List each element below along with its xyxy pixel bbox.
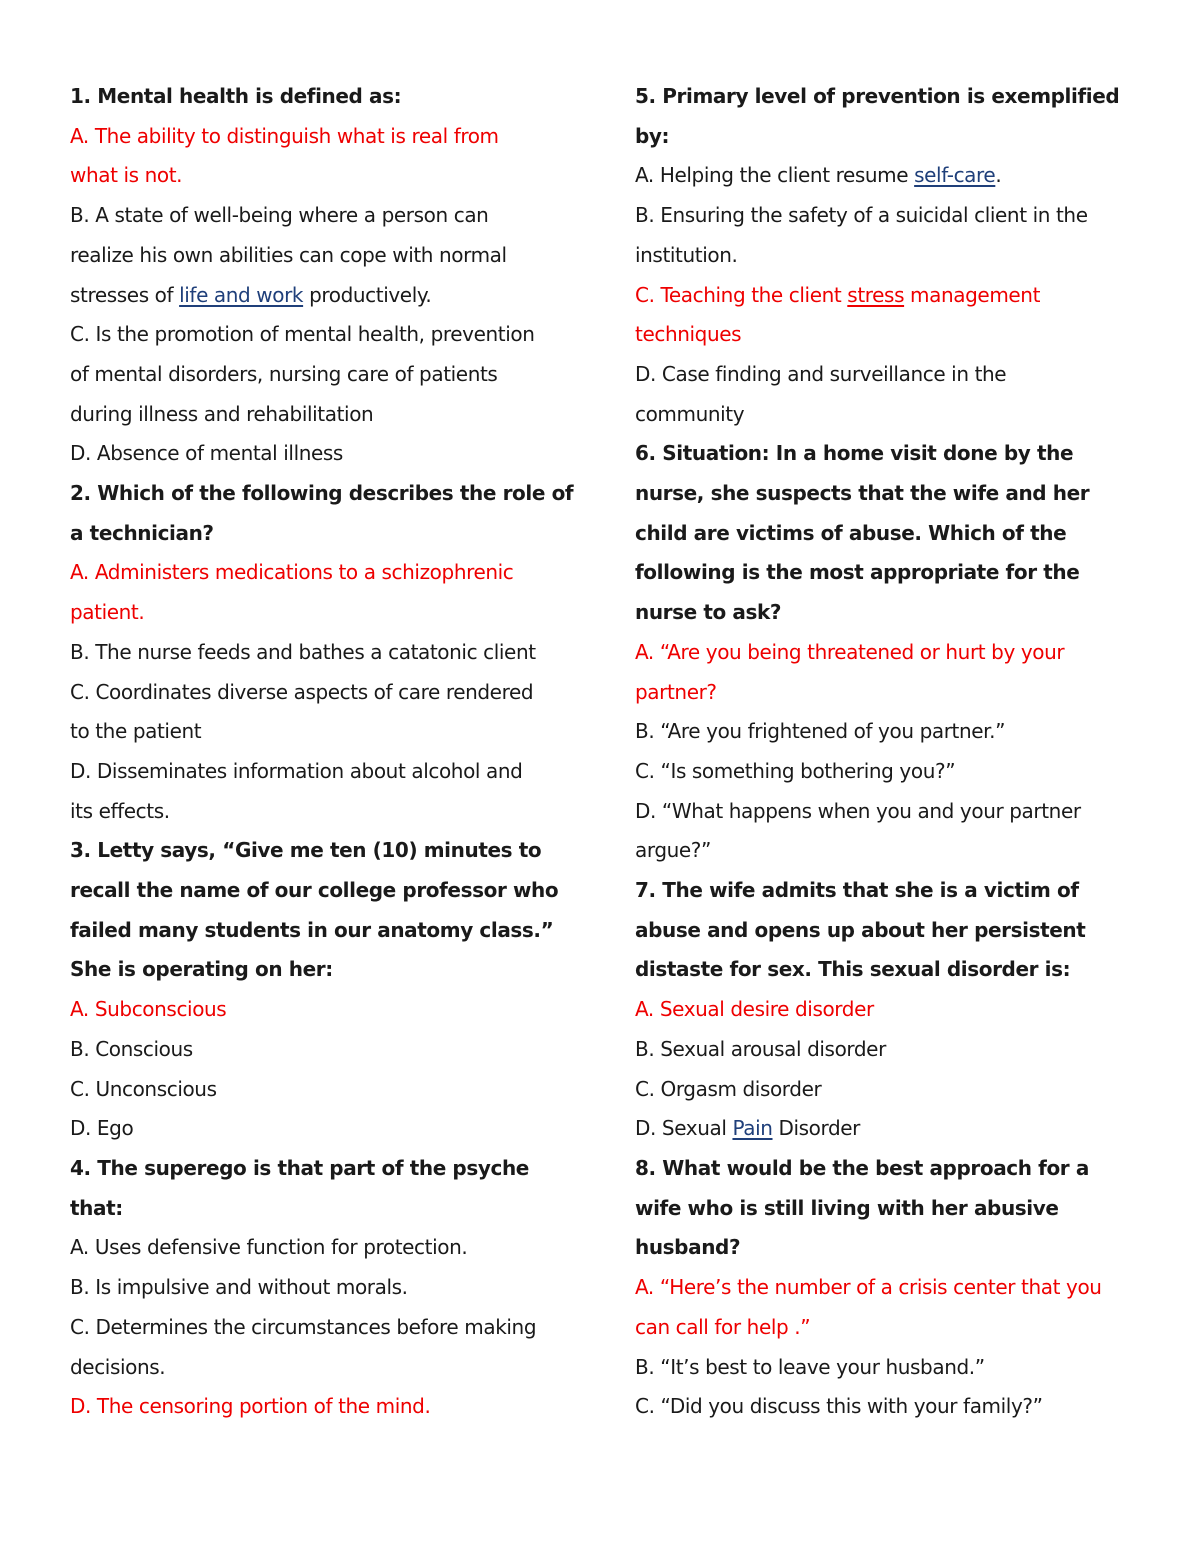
q3-option-a: A. Subconscious: [70, 997, 227, 1022]
life-and-work-link[interactable]: life and work: [179, 282, 304, 307]
q5-option-c-line: [635, 276, 1125, 316]
q6-option-d: [635, 792, 1125, 871]
q4-option-c: [70, 1308, 570, 1387]
question-7-text: distaste for sex. This sexual disorder is:: [635, 957, 1071, 982]
q5-option-a-text: .: [995, 163, 1002, 188]
question-3-text: She is operating on her:: [70, 957, 333, 982]
question-5: [635, 77, 1125, 434]
question-4: [70, 1149, 570, 1427]
question-2: [70, 474, 574, 831]
q5-option-b-line: B. Ensuring the safety of a suicidal client in the: [635, 203, 1088, 228]
question-8-text: wife who is still living with her abusive: [635, 1195, 1059, 1220]
question-8-text: husband?: [635, 1235, 741, 1260]
question-8: [635, 1149, 1125, 1427]
question-8-text: 8. What would be the best approach for a: [635, 1155, 1089, 1180]
q6-option-a-line: partner?: [635, 679, 717, 704]
question-6-text: nurse to ask?: [635, 600, 782, 625]
q5-option-a-text: A. Helping the client resume: [635, 163, 915, 188]
q2-option-a-line: A. Administers medications to a schizophrenic: [70, 560, 514, 585]
q1-option-c-line: of mental disorders, nursing care of patients: [70, 361, 498, 386]
question-3: [70, 831, 570, 1149]
q5-option-b: [635, 196, 1125, 275]
q2-option-b: B. The nurse feeds and bathes a catatonic client: [70, 639, 536, 664]
q1-option-a: [70, 117, 570, 196]
q1-option-b-text: stresses of: [70, 282, 180, 307]
q1-option-a-line: A. The ability to distinguish what is real from: [70, 123, 499, 148]
q1-option-a-line: what is not.: [70, 163, 183, 188]
q1-option-c-line: during illness and rehabilitation: [70, 401, 374, 426]
q2-option-a: [70, 553, 570, 632]
q4-option-c-line: C. Determines the circumstances before making: [70, 1314, 537, 1339]
q5-option-d-line: D. Case finding and surveillance in the: [635, 361, 1007, 386]
q1-option-b-line: B. A state of well-being where a person can: [70, 203, 489, 228]
q5-option-c-text: management: [904, 282, 1041, 307]
q1-option-b-line: [70, 276, 570, 316]
q2-option-d: [70, 752, 570, 831]
q4-option-a: A. Uses defensive function for protection.: [70, 1235, 468, 1260]
q2-option-c-line: C. Coordinates diverse aspects of care rendered: [70, 679, 534, 704]
question-5-text: 5. Primary level of prevention is exemplified: [635, 84, 1120, 108]
q7-option-d: [635, 1109, 1125, 1149]
q1-option-d: [70, 434, 570, 474]
question-4-text: 4. The superego is that part of the psyche: [70, 1155, 529, 1180]
question-6-text: nurse, she suspects that the wife and her: [635, 481, 1090, 506]
q2-option-c-line: to the patient: [70, 719, 202, 744]
q8-option-a-line: can call for help .”: [635, 1314, 811, 1339]
question-3-text: 3. Letty says, “Give me ten (10) minutes to: [70, 838, 542, 863]
q2-option-a-line: patient.: [70, 600, 145, 625]
q1-option-c: [70, 315, 570, 434]
question-1-text: 1. Mental health is defined as:: [70, 84, 402, 108]
q6-option-c: C. “Is something bothering you?”: [635, 758, 956, 783]
question-3-text: recall the name of our college professor who: [70, 878, 559, 903]
q2-option-d-line: its effects.: [70, 798, 170, 823]
q7-option-a: A. Sexual desire disorder: [635, 997, 874, 1022]
q2-option-c: [70, 673, 570, 752]
question-7: [635, 871, 1125, 1149]
q6-option-d-line: argue?”: [635, 838, 711, 863]
q6-option-b: B. “Are you frightened of you partner.”: [635, 719, 1006, 744]
stress-link[interactable]: stress: [847, 282, 905, 307]
q6-option-d-line: D. “What happens when you and your partner: [635, 798, 1081, 823]
q1-option-b-text: productively.: [303, 282, 432, 307]
q8-option-b: B. “It’s best to leave your husband.”: [635, 1354, 985, 1379]
q3-option-b: B. Conscious: [70, 1036, 193, 1061]
q2-option-d-line: D. Disseminates information about alcohol and: [70, 758, 523, 783]
question-1: [70, 77, 570, 474]
q5-option-a: [635, 156, 1125, 196]
question-6: [635, 434, 1125, 871]
q6-option-a-line: A. “Are you being threatened or hurt by your: [635, 639, 1065, 664]
question-2-text: a technician?: [70, 520, 214, 545]
q5-option-d-line: community: [635, 401, 745, 426]
q1-option-c-line: C. Is the promotion of mental health, prevention: [70, 322, 535, 347]
q4-option-d: D. The censoring portion of the mind.: [70, 1394, 431, 1419]
question-5-text: by:: [635, 123, 670, 148]
q5-option-d: [635, 355, 1125, 434]
q5-option-b-line: institution.: [635, 242, 738, 267]
q5-option-c-line: techniques: [635, 322, 742, 347]
question-3-text: failed many students in our anatomy class.”: [70, 917, 554, 942]
q1-option-d-line: D. Absence of mental illness: [70, 441, 343, 466]
self-care-link[interactable]: self-care: [914, 163, 996, 188]
q1-option-b-line: realize his own abilities can cope with normal: [70, 242, 507, 267]
q5-option-c: [635, 276, 1125, 355]
q8-option-a: [635, 1268, 1125, 1347]
question-2-text: 2. Which of the following describes the role of: [70, 481, 574, 506]
pain-link[interactable]: Pain: [732, 1116, 773, 1141]
q7-option-d-text: Disorder: [772, 1116, 860, 1141]
q8-option-a-line: A. “Here’s the number of a crisis center that you: [635, 1275, 1102, 1300]
left-column: [70, 77, 574, 1427]
q7-option-d-text: D. Sexual: [635, 1116, 733, 1141]
question-7-text: 7. The wife admits that she is a victim of: [635, 878, 1079, 903]
q4-option-b: B. Is impulsive and without morals.: [70, 1275, 408, 1300]
q8-option-c: C. “Did you discuss this with your family?”: [635, 1394, 1043, 1419]
question-6-text: following is the most appropriate for the: [635, 560, 1080, 585]
right-column: [635, 77, 1125, 1427]
question-6-text: child are victims of abuse. Which of the: [635, 520, 1067, 545]
q1-option-b: [70, 196, 570, 315]
q7-option-c: C. Orgasm disorder: [635, 1076, 822, 1101]
q5-option-c-text: C. Teaching the client: [635, 282, 848, 307]
q3-option-c: C. Unconscious: [70, 1076, 217, 1101]
question-7-text: abuse and opens up about her persistent: [635, 917, 1086, 942]
q6-option-a: [635, 633, 1125, 712]
question-4-text: that:: [70, 1195, 123, 1220]
q4-option-c-line: decisions.: [70, 1354, 166, 1379]
question-6-text: 6. Situation: In a home visit done by the: [635, 441, 1074, 466]
q3-option-d: D. Ego: [70, 1116, 134, 1141]
q7-option-b: B. Sexual arousal disorder: [635, 1036, 886, 1061]
